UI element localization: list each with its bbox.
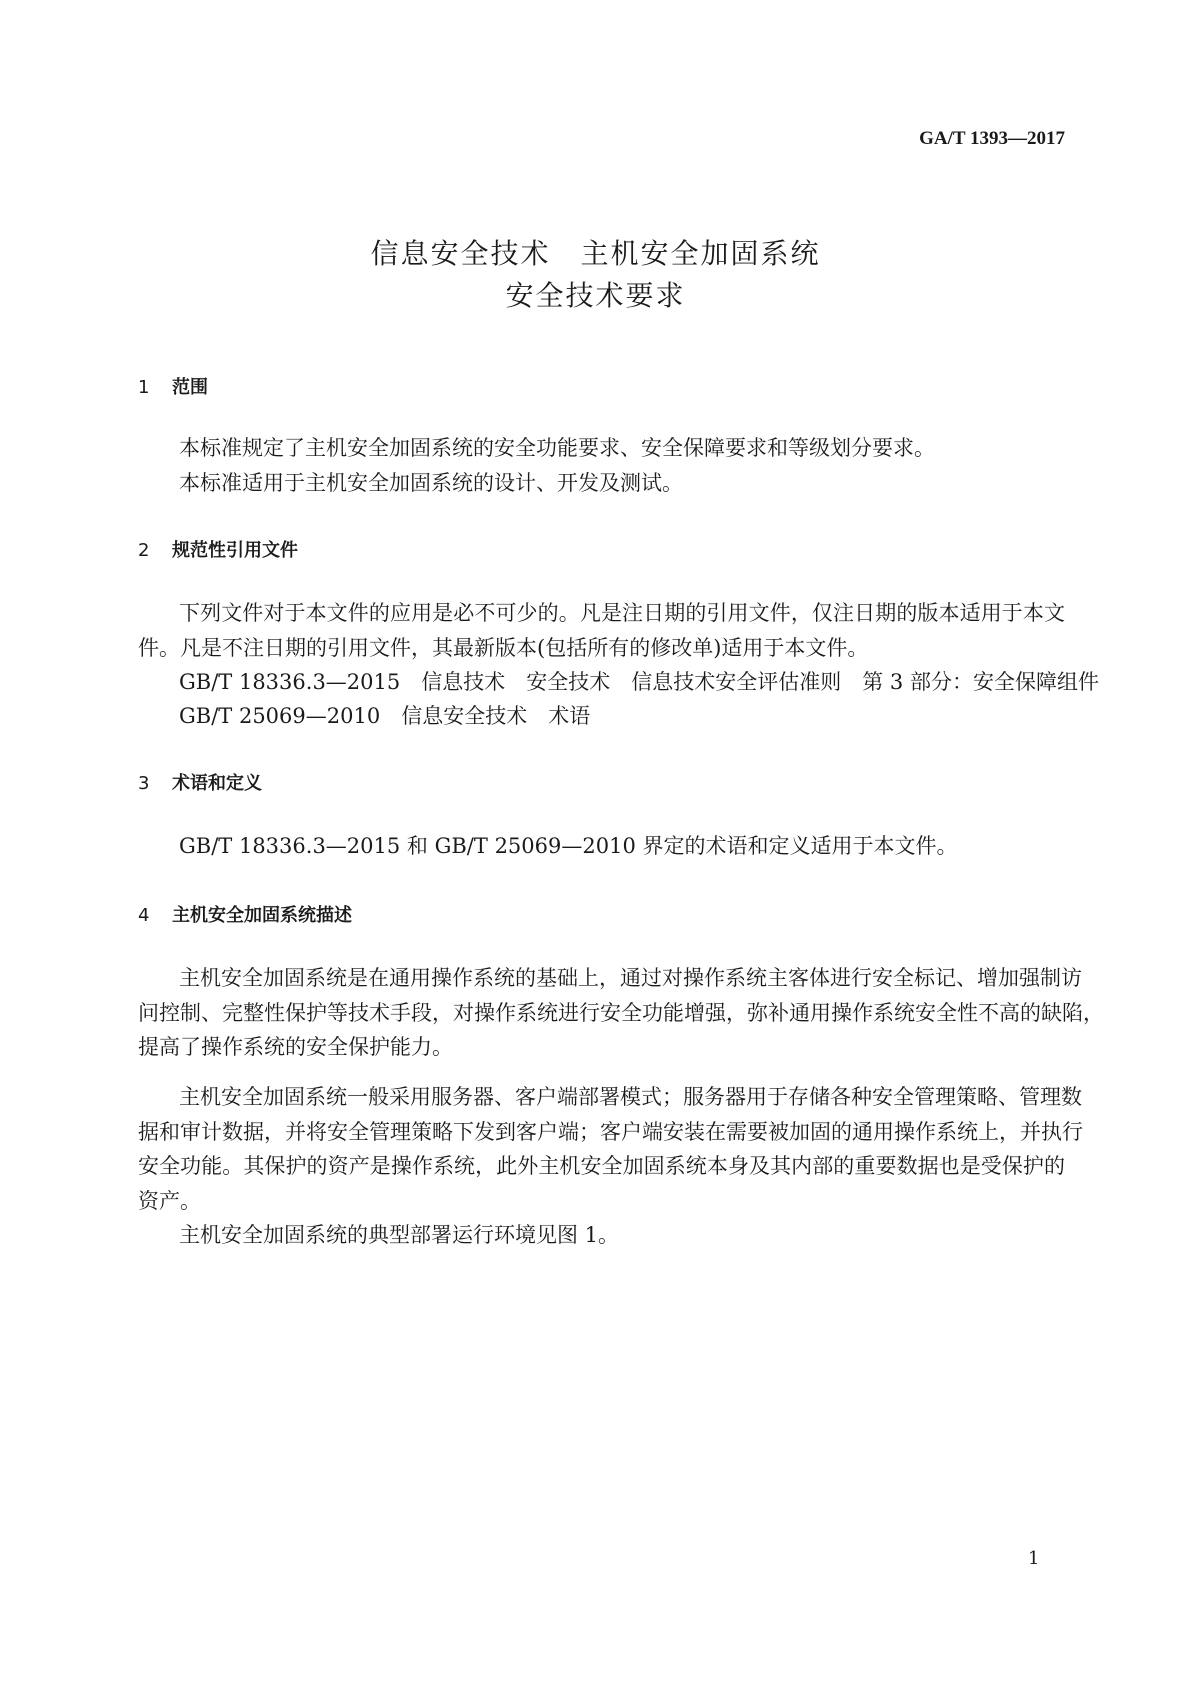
standard-number: GA/T 1393—2017 (919, 128, 1065, 149)
paragraph-line: 本标准规定了主机安全加固系统的安全功能要求、安全保障要求和等级划分要求。 (179, 436, 935, 460)
paragraph-line: 资产。 (138, 1189, 201, 1213)
paragraph-line: 据和审计数据，并将安全管理策略下发到客户端；客户端安装在需要被加固的通用操作系统上，并执行 (138, 1120, 1083, 1144)
paragraph-line: 提高了操作系统的安全保护能力。 (138, 1035, 453, 1059)
paragraph-line: 问控制、完整性保护等技术手段，对操作系统进行安全功能增强，弥补通用操作系统安全性不高的缺陷， (138, 1001, 1104, 1025)
paragraph-line: 主机安全加固系统一般采用服务器、客户端部署模式；服务器用于存储各种安全管理策略、管理数 (179, 1085, 1082, 1109)
document-title-line2: 安全技术要求 (505, 279, 686, 312)
reference-item: GB/T 25069—2010 信息安全技术 术语 (179, 704, 591, 728)
paragraph-line: 件。凡是不注日期的引用文件，其最新版本(包括所有的修改单)适用于本文件。 (138, 636, 869, 660)
page-number: 1 (1028, 1548, 1040, 1569)
document-title-line1: 信息安全技术 主机安全加固系统 (370, 237, 821, 270)
paragraph-line: 下列文件对于本文件的应用是必不可少的。凡是注日期的引用文件，仅注日期的版本适用于本文 (179, 601, 1065, 625)
section-heading-description: 4 主机安全加固系统描述 (138, 905, 352, 926)
section-heading-terms: 3 术语和定义 (138, 773, 262, 794)
paragraph-line: 主机安全加固系统的典型部署运行环境见图 1。 (179, 1223, 620, 1247)
paragraph-line: 本标准适用于主机安全加固系统的设计、开发及测试。 (179, 471, 683, 495)
paragraph-line: 安全功能。其保护的资产是操作系统，此外主机安全加固系统本身及其内部的重要数据也是受保护的 (138, 1154, 1065, 1178)
paragraph-line: GB/T 18336.3—2015 和 GB/T 25069—2010 界定的术语和定义适用于本文件。 (179, 834, 958, 858)
paragraph-line: 主机安全加固系统是在通用操作系统的基础上，通过对操作系统主客体进行安全标记、增加强制访 (179, 966, 1082, 990)
section-heading-normative-references: 2 规范性引用文件 (138, 540, 298, 561)
section-heading-scope: 1 范围 (138, 377, 208, 398)
reference-item: GB/T 18336.3—2015 信息技术 安全技术 信息技术安全评估准则 第 3 部分：安全保障组件 (179, 670, 1099, 694)
